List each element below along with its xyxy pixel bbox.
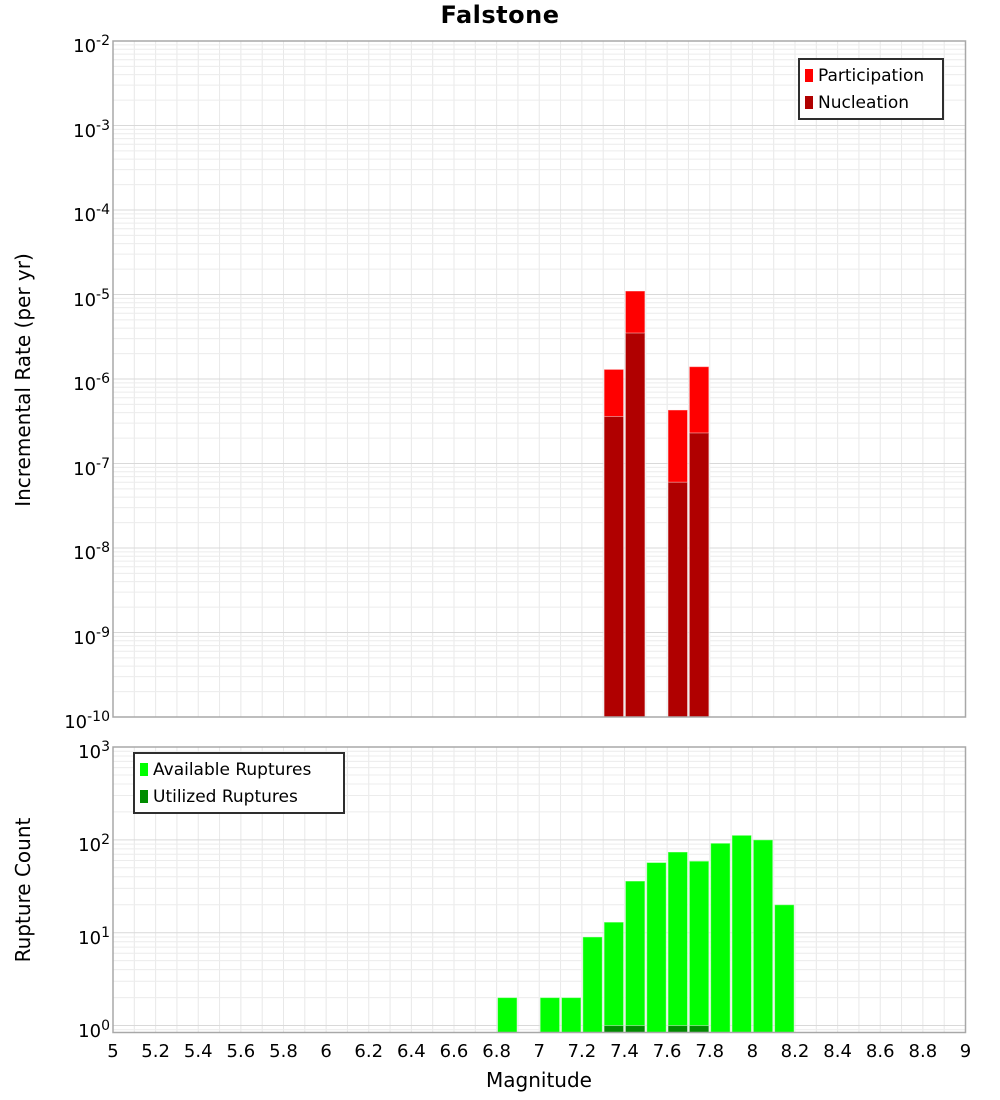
bottom-legend xyxy=(133,752,345,814)
available-swatch-icon xyxy=(140,763,148,776)
available-ruptures-bar-m7.75 xyxy=(689,861,709,1032)
utilized-ruptures-bar-m7.75 xyxy=(689,1026,709,1033)
x-tick-6: 6 xyxy=(320,1041,332,1062)
nucleation-bar-m7.75 xyxy=(689,433,709,717)
y-tick-10e1: $10^1$ xyxy=(78,924,110,949)
nucleation-bar-m7.45 xyxy=(625,333,645,717)
utilized-ruptures-bar-m7.65 xyxy=(668,1026,688,1033)
y-tick-10e-7: $10^{-7}$ xyxy=(73,455,110,480)
x-tick-8.6: 8.6 xyxy=(865,1041,895,1062)
y-tick-10e2: $10^2$ xyxy=(78,831,110,856)
available-ruptures-bar-m6.85 xyxy=(498,998,518,1033)
top-legend xyxy=(798,58,944,120)
x-tick-6.8: 6.8 xyxy=(482,1041,511,1062)
available-ruptures-bar-m8.15 xyxy=(775,905,795,1033)
y-tick-10e-2: $10^{-2}$ xyxy=(73,33,110,57)
x-tick-7.4: 7.4 xyxy=(610,1041,639,1062)
y-tick-10e3: $10^3$ xyxy=(78,739,110,763)
legend-row-available xyxy=(140,756,337,783)
legend-row-nucleation xyxy=(805,89,936,116)
legend-row-utilized xyxy=(140,783,337,810)
available-legend-label: Available Ruptures xyxy=(153,759,312,780)
x-tick-7.2: 7.2 xyxy=(567,1041,597,1062)
y-tick-10e-4: $10^{-4}$ xyxy=(73,202,110,226)
x-tick-6.4: 6.4 xyxy=(397,1041,426,1062)
x-tick-5.6: 5.6 xyxy=(226,1041,256,1062)
participation-swatch-icon xyxy=(805,69,813,82)
y-tick-10e-9: $10^{-9}$ xyxy=(73,624,110,649)
x-tick-6.2: 6.2 xyxy=(354,1041,384,1062)
available-ruptures-bar-m7.45 xyxy=(625,881,645,1032)
y-tick-10e-10: $10^{-10}$ xyxy=(64,709,110,733)
nucleation-bar-m7.35 xyxy=(604,416,624,717)
nucleation-legend-label: Nucleation xyxy=(818,92,910,113)
utilized-ruptures-bar-m7.45 xyxy=(625,1026,645,1033)
nucleation-bar-m7.65 xyxy=(668,482,688,717)
available-ruptures-bar-m7.85 xyxy=(711,843,731,1032)
available-ruptures-bar-m7.25 xyxy=(583,937,603,1033)
x-tick-5.8: 5.8 xyxy=(269,1041,298,1062)
available-ruptures-bar-m7.65 xyxy=(668,852,688,1033)
x-tick-9: 9 xyxy=(959,1041,972,1062)
utilized-ruptures-bar-m7.35 xyxy=(604,1026,624,1033)
legend-row-participation xyxy=(805,62,936,89)
bottom-y-axis-label: Rupture Count xyxy=(11,817,35,963)
x-tick-8.8: 8.8 xyxy=(908,1041,938,1062)
top-y-axis-label: Incremental Rate (per yr) xyxy=(11,253,35,507)
chart-title: Falstone xyxy=(440,1,560,29)
y-tick-10e0: $10^0$ xyxy=(78,1017,110,1042)
utilized-swatch-icon xyxy=(140,790,148,803)
available-ruptures-bar-m8.05 xyxy=(753,840,773,1033)
utilized-legend-label: Utilized Ruptures xyxy=(153,786,298,807)
available-ruptures-bar-m7.95 xyxy=(732,835,752,1032)
participation-legend-label: Participation xyxy=(818,65,925,86)
y-tick-10e-3: $10^{-3}$ xyxy=(73,117,110,142)
available-ruptures-bar-m7.35 xyxy=(604,922,624,1032)
nucleation-swatch-icon xyxy=(805,96,813,109)
y-tick-10e-5: $10^{-5}$ xyxy=(73,286,110,311)
x-tick-7.8: 7.8 xyxy=(695,1041,725,1062)
x-tick-8.4: 8.4 xyxy=(823,1041,852,1062)
x-tick-5.2: 5.2 xyxy=(141,1041,170,1062)
y-tick-10e-6: $10^{-6}$ xyxy=(73,371,110,395)
x-tick-6.6: 6.6 xyxy=(439,1041,469,1062)
available-ruptures-bar-m7.55 xyxy=(647,863,667,1033)
y-tick-10e-8: $10^{-8}$ xyxy=(73,540,110,564)
x-tick-7: 7 xyxy=(533,1041,545,1062)
x-tick-8.2: 8.2 xyxy=(780,1041,810,1062)
x-axis-label: Magnitude xyxy=(486,1068,592,1092)
x-tick-5.4: 5.4 xyxy=(183,1041,213,1062)
x-tick-8: 8 xyxy=(746,1041,759,1062)
available-ruptures-bar-m7.05 xyxy=(540,998,560,1033)
x-tick-7.6: 7.6 xyxy=(652,1041,682,1062)
available-ruptures-bar-m7.15 xyxy=(561,998,581,1033)
x-tick-5: 5 xyxy=(107,1041,119,1062)
